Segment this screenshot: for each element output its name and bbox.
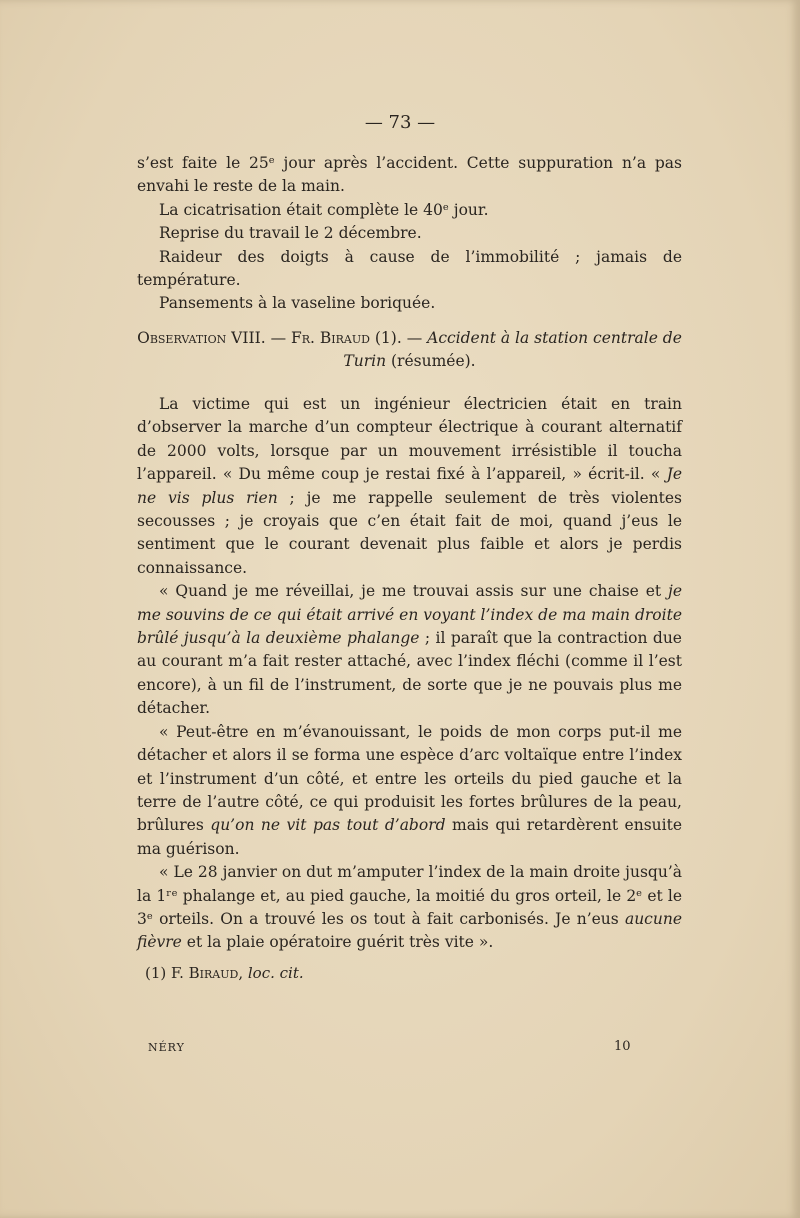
observation-author: Fr. Biraud xyxy=(291,329,370,347)
intro-line: s’est faite le 25ᵉ jour après l’accident. Cette suppuration n’a pas envahi le reste de la main. xyxy=(137,154,682,196)
footnote-num: (1) F. xyxy=(145,964,189,982)
intro-p2: La cicatrisation était complète le 40ᵉ jour. xyxy=(159,200,489,219)
p1-text-a: La victime qui est un ingénieur électricien était en train d’observer la marche d’un compteur électrique à courant alternatif de 2000 volts, lorsque par un mouvement irrésistible il toucha l’appareil. « Du même coup je restai fixé à l’appareil, » écrit-il. « xyxy=(137,395,682,484)
observation-ref: (1). — xyxy=(369,329,428,347)
signature-number: 10 xyxy=(614,1039,631,1054)
footnote xyxy=(145,964,304,982)
paragraph-3 xyxy=(137,721,682,861)
p4-italic: aucune fièvre xyxy=(137,909,682,952)
p2-text-a: « Quand je me réveillai, je me trouvai assis sur une chaise et xyxy=(159,582,669,601)
p4-text-a: « Le 28 janvier on dut m’amputer l’index de la main droite jusqu’à la 1ʳᵉ phalange et, au pied gauche, la moitié du gros orteil, le 2ᵉ et le 3ᵉ orteils. On a trouvé les os tout à fait carbonisés. Je n’eus xyxy=(137,863,682,928)
page-number: — 73 — xyxy=(364,112,436,133)
observation-heading xyxy=(137,327,682,374)
observation-title-end: (résumée). xyxy=(386,352,476,371)
footnote-loc: loc. cit. xyxy=(247,964,304,982)
p4-text-b: et la plaie opératoire guérit très vite ». xyxy=(181,933,494,952)
intro-p5: Pansements à la vaseline boriquée. xyxy=(159,294,436,313)
paragraph-1 xyxy=(137,393,682,580)
intro-block xyxy=(137,152,682,316)
paragraph-2 xyxy=(137,580,682,720)
body-text xyxy=(137,393,682,955)
p2-italic: je me souvins de ce qui était arrivé en voyant l’index de ma main droite brûlé jusqu’à la deuxième phalange xyxy=(137,582,682,648)
intro-p3: Reprise du travail le 2 décembre. xyxy=(159,224,422,243)
signature-mark: NÉRY xyxy=(148,1041,185,1054)
paragraph-4 xyxy=(137,861,682,955)
footnote-name: Biraud xyxy=(188,964,239,982)
observation-label: Observation VIII. xyxy=(137,329,266,347)
p2-text-b: ; il paraît que la contraction due au courant m’a fait rester attaché, avec l’index fléchi (comme il l’est encore), à un fil de l’instrument, de sorte que je ne pouvais plus me détacher. xyxy=(137,629,682,718)
intro-p4: Raideur des doigts à cause de l’immobilité ; jamais de température. xyxy=(137,247,682,290)
p3-text-a: « Peut-être en m’évanouissant, le poids de mon corps put-il me détacher et alors il se forma une espèce d’arc voltaïque entre l’index et l’instrument d’un côté, et entre les orteils du pied gauche et la terre de l’autre côté, ce qui produisit les fortes brûlures de la peau, brûlures xyxy=(137,722,682,835)
p3-text-b: mais qui retardèrent ensuite ma guérison. xyxy=(137,816,682,858)
p1-italic: Je ne vis plus rien xyxy=(137,465,682,507)
p1-text-b: ; je me rappelle seulement de très violentes secousses ; je croyais que c’en était fait de moi, quand j’eus le sentiment que le courant devenait plus faible et alors je perdis connaissance. xyxy=(137,488,682,577)
p3-italic: qu’on ne vit pas tout d’abord xyxy=(210,816,446,835)
observation-dash: — xyxy=(265,329,291,347)
observation-title: Accident à la station centrale de Turin xyxy=(343,329,682,371)
footnote-sep: , xyxy=(238,964,248,982)
